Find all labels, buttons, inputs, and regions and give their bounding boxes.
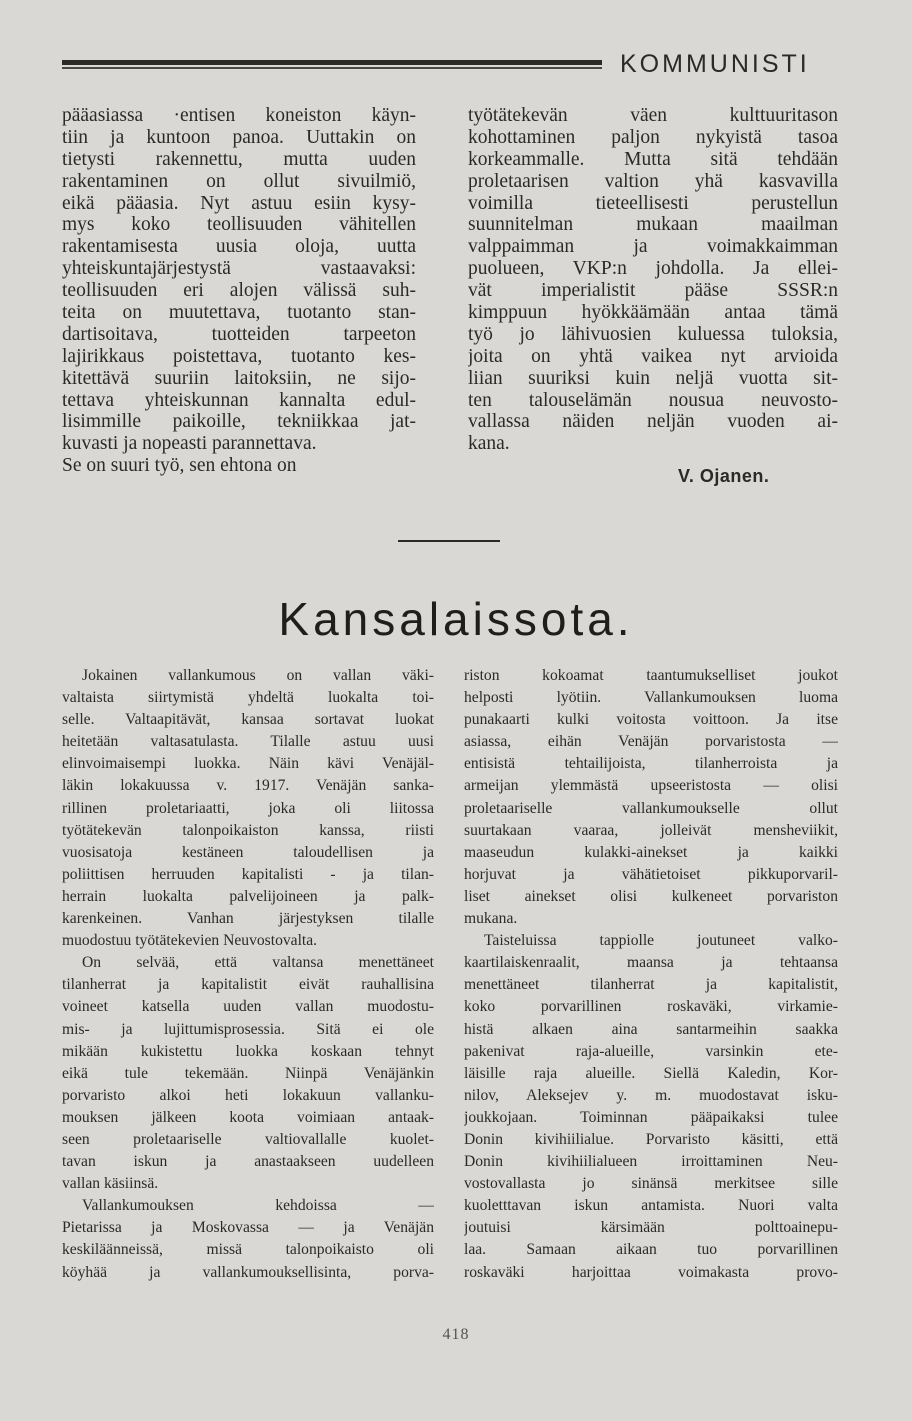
top-left-column <box>62 105 416 477</box>
text-line: työtätekevän väen kulttuuritason <box>468 105 838 126</box>
text-line: menettäneet tilanherrat ja kapitalistit, <box>464 976 838 994</box>
text-line: proletaarisen valtion yhä kasvavilla <box>468 170 838 192</box>
text-line: dartisoitava, tuotteiden tarpeeton <box>62 323 416 345</box>
text-line: köyhää ja vallankumouksellisinta, porva- <box>62 1263 434 1281</box>
text-line: eikä pääasia. Nyt astuu esiin kysy- <box>62 192 416 214</box>
text-line: vallan käsiinsä. <box>62 1175 159 1193</box>
article-left-column <box>62 665 434 1284</box>
text-line: voimilla tieteellisesti perustellun <box>468 192 838 214</box>
text-line: teita on muutettava, tuotanto stan- <box>62 302 416 324</box>
text-line: rakentamisesta uusia oloja, uutta <box>62 236 416 258</box>
text-line: karenkeinen. Vanhan järjestyksen tilalle <box>62 910 434 928</box>
text-line: korkeammalle. Mutta sitä tehdään <box>468 148 838 170</box>
text-line: muodostuu työtätekevien Neuvostovalta. <box>62 932 318 950</box>
text-line: kohottaminen paljon nykyistä tasoa <box>468 126 838 148</box>
article-right-column <box>464 665 838 1284</box>
text-line: suunnitelman mukaan maailman <box>468 214 838 236</box>
text-line: Se on suuri työ, sen ehtona on <box>62 455 297 477</box>
text-line: maaseudun kulakki-ainekset ja kaikki <box>464 843 838 861</box>
text-line: mouksen jälkeen koota voimiaan antaak- <box>62 1108 434 1126</box>
text-line: Pietarissa ja Moskovassa — ja Venäjän <box>62 1219 434 1237</box>
text-line: porvaristo alkoi heti lokakuun vallanku- <box>62 1086 434 1104</box>
text-line: Donin kivihiilialue. Porvaristo käsitti, että <box>464 1130 838 1148</box>
text-line: pakenivat raja-alueille, varsinkin ete- <box>464 1042 838 1060</box>
text-line: tilanherrat ja kapitalistit eivät rauhallisina <box>62 976 434 994</box>
text-line: seen proletaariselle valtiovallalle kuolet- <box>62 1130 434 1148</box>
text-line: joukkojaan. Toiminnan pääpaikaksi tulee <box>464 1108 838 1126</box>
text-line: valtaista siirtymistä yhdeltä luokalta toi- <box>62 689 434 707</box>
journal-name: KOMMUNISTI <box>620 50 810 78</box>
text-line: eikä tule tekemään. Niinpä Venäjänkin <box>62 1064 434 1082</box>
text-line: läkin lokakuussa v. 1917. Venäjän sanka- <box>62 777 434 795</box>
text-line: liian suuriksi kuin neljä vuotta sit- <box>468 367 838 389</box>
text-line: valppaimman ja voimakkaimman <box>468 236 838 258</box>
section-separator <box>398 540 500 542</box>
text-line: mukana. <box>464 910 518 928</box>
text-line: selle. Valtaapitävät, kansaa sortavat luokat <box>62 711 434 729</box>
text-line: tettava yhteiskunnan kannalta edul- <box>62 389 416 411</box>
text-line: Vallankumouksen kehdoissa — <box>82 1197 434 1215</box>
text-line: kaartilaiskenraalit, maansa ja tehtaansa <box>464 954 838 972</box>
text-line: tietysti rakennettu, mutta uuden <box>62 148 416 170</box>
text-line: keskiläänneissä, missä talonpoikaisto oli <box>62 1241 434 1259</box>
text-line: vostovallasta jo sinänsä merkitsee sille <box>464 1175 838 1193</box>
text-line: Donin kivihiilialueen irroittaminen Neu- <box>464 1153 838 1171</box>
text-line: riston kokoamat taantumukselliset joukot <box>464 667 838 684</box>
text-line: työtätekevän talonpoikaiston kanssa, riisti <box>62 821 434 839</box>
text-line: roskaväki harjoittaa voimakasta provo- <box>464 1263 838 1281</box>
text-line: vät imperialistit pääse SSSR:n <box>468 280 838 302</box>
text-line: vuosisatoja kestäneen taloudellisen ja <box>62 843 434 861</box>
text-line: herrain luokalta palvelijoineen ja palk- <box>62 887 434 905</box>
text-line: ten talouselämän nousua neuvosto- <box>468 389 838 411</box>
text-line: punakaarti kulki voitosta voittoon. Ja itse <box>464 711 838 729</box>
text-line: pääasiassa ·entisen koneiston käyn- <box>62 105 416 126</box>
text-line: kana. <box>468 433 510 455</box>
page-number: 418 <box>442 1326 470 1343</box>
text-line: horjuvat ja vähätietoiset pikkuporvaril- <box>464 865 838 883</box>
text-line: yhteiskuntajärjestystä vastaavaksi: <box>62 258 416 280</box>
header-rule <box>62 58 602 72</box>
text-line: kimppuun hyökkäämään antaa tämä <box>468 302 838 324</box>
text-line: lisimmille paikoille, tekniikkaa jat- <box>62 411 416 433</box>
text-line: Taisteluissa tappiolle joutuneet valko- <box>484 932 838 950</box>
text-line: työ jo lähivuosien kuluessa tuloksia, <box>468 323 838 345</box>
text-line: koko porvarillinen roskaväki, virkamie- <box>464 998 838 1016</box>
author-signature: V. Ojanen. <box>678 466 770 486</box>
text-line: vallassa näiden neljän vuoden ai- <box>468 411 838 433</box>
text-line: rakentaminen on ollut sivuilmiö, <box>62 170 416 192</box>
text-line: lajirikkaus poistettava, tuotanto kes- <box>62 345 416 367</box>
text-line: mis- ja lujittumisprosessia. Sitä ei ole <box>62 1020 434 1038</box>
text-line: On selvää, että valtansa menettäneet <box>82 954 434 972</box>
text-line: elinvoimaisempi luokka. Näin kävi Venäjäl- <box>62 755 434 773</box>
text-line: tiin ja kuntoon panoa. Uuttakin on <box>62 126 416 148</box>
text-line: läisille raja alueille. Siellä Kaledin, Kor- <box>464 1064 838 1082</box>
text-line: joutuisi kärsimään polttoainepu- <box>464 1219 838 1237</box>
text-line: proletaariselle vallankumoukselle ollut <box>464 799 838 817</box>
text-line: rillinen proletariaatti, joka oli liitossa <box>62 799 434 817</box>
text-line: Jokainen vallankumous on vallan väki- <box>82 667 434 684</box>
text-line: suurtakaan vaaraa, jolleivät mensheviikit, <box>464 821 838 839</box>
text-line: teollisuuden eri alojen välissä suh- <box>62 280 416 302</box>
text-line: laa. Samaan aikaan tuo porvarillinen <box>464 1241 838 1259</box>
text-line: entisistä tehtailijoista, tilanherroista ja <box>464 755 838 773</box>
text-line: puolueen, VKP:n johdolla. Ja ellei- <box>468 258 838 280</box>
text-line: mys koko teollisuuden vähitellen <box>62 214 416 236</box>
text-line: kuoletttavan iskun antamista. Nuori valta <box>464 1197 838 1215</box>
text-line: asiassa, eihän Venäjän porvaristosta — <box>464 733 838 751</box>
text-line: kuvasti ja nopeasti parannettava. <box>62 433 317 455</box>
text-line: heitetään valtasatulasta. Tilalle astuu uusi <box>62 733 434 751</box>
top-right-column <box>468 105 838 455</box>
text-line: helposti lyötiin. Vallankumouksen luoma <box>464 689 838 707</box>
text-line: nilov, Aleksejev y. m. muodostavat isku- <box>464 1086 838 1104</box>
text-line: joita on yhtä vaikea nyt arvioida <box>468 345 838 367</box>
text-line: mikään kukistettu luokka koskaan tehnyt <box>62 1042 434 1060</box>
text-line: voineet katsella uuden vallan muodostu- <box>62 998 434 1016</box>
text-line: armeijan ylemmästä upseeristosta — olisi <box>464 777 838 795</box>
article-title: Kansalaissota. <box>278 593 634 645</box>
text-line: poliittisen herruuden kapitalisti - ja tilan- <box>62 865 434 883</box>
text-line: tavan iskun ja anastaakseen uudelleen <box>62 1153 434 1171</box>
text-line: liset ainekset olisi kulkeneet porvariston <box>464 887 838 905</box>
text-line: kitettävä suuriin laitoksiin, ne sijo- <box>62 367 416 389</box>
text-line: histä alkaen aina santarmeihin saakka <box>464 1020 838 1038</box>
